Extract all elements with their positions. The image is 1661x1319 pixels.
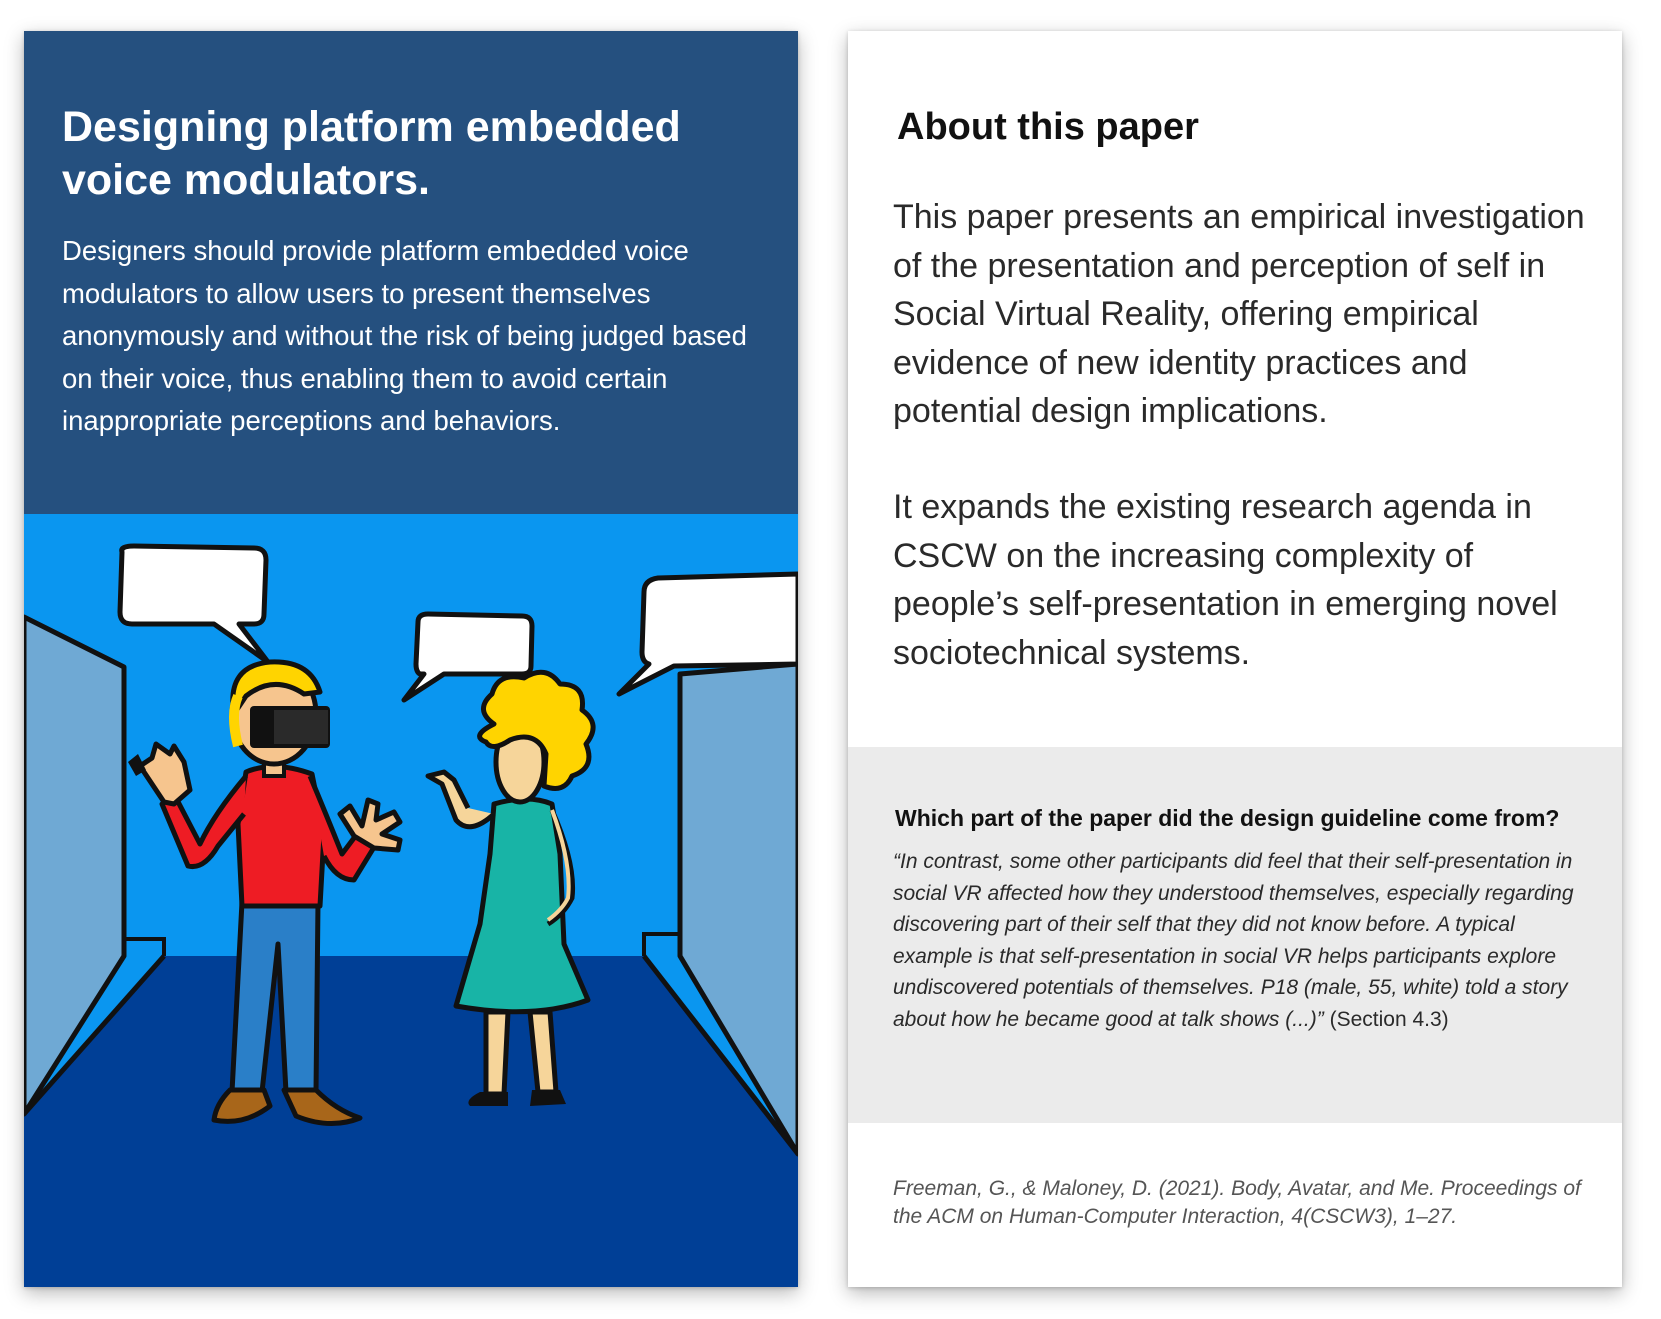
source-question: Which part of the paper did the design guideline come from? — [895, 805, 1560, 831]
guideline-header — [24, 31, 798, 514]
source-section — [848, 747, 1622, 1123]
about-title: About this paper — [897, 106, 1199, 148]
about-paragraph: It expands the existing research agenda in CSCW on the increasing complexity of people’s self-presentation in emerging novel sociotechnical systems. — [893, 488, 1558, 672]
citation: Freeman, G., & Maloney, D. (2021). Body, Avatar, and Me. Proceedings of the ACM on Human-Computer Interaction, 4(CSCW3), 1–27. — [893, 1177, 1581, 1228]
guideline-description: Designers should provide platform embedded voice modulators to allow users to present themselves anonymously and without the risk of being judged based on their voice, thus enabling them to avoid certain inappropriate perceptions and behaviors. — [62, 235, 747, 436]
about-paragraph: This paper presents an empirical investigation of the presentation and perception of self in Social Virtual Reality, offering empirical evidence of new identity practices and potential design implications. — [893, 198, 1585, 430]
guideline-card — [24, 31, 798, 1287]
section-reference: (Section 4.3) — [1329, 1007, 1449, 1031]
source-quote-block — [893, 846, 1593, 1035]
vr-conversation-illustration — [24, 514, 798, 1287]
paper-info-card — [848, 31, 1622, 1287]
source-quote: “In contrast, some other participants did feel that their self-presentation in social VR affected how they understood themselves, especially regarding discovering part of their self that they did not know before. A typical example is that self-presentation in social VR helps participants explore undiscovered potentials of themselves. P18 (male, 55, white) told a story about how he became good at talk shows (...)” — [893, 850, 1574, 1031]
guideline-title: Designing platform embedded voice modulators. — [62, 103, 681, 204]
